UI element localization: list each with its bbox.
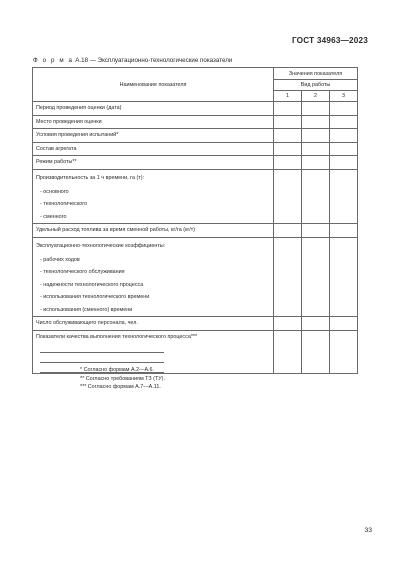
table-header-row: [33, 68, 358, 80]
footnote: * Согласно формам А.2—А.6.: [80, 367, 155, 373]
form-caption: [33, 57, 232, 64]
value-cell[interactable]: [302, 304, 330, 317]
value-cell[interactable]: [302, 156, 330, 170]
row-label: Производительность за 1 ч времени, га (т):: [33, 169, 274, 186]
footnotes: [80, 366, 165, 392]
row-label: Период проведения оценки (дата): [33, 102, 274, 116]
value-cell[interactable]: [302, 224, 330, 238]
value-cell[interactable]: [274, 115, 302, 129]
row-label: Условия проведения испытаний*: [33, 129, 274, 143]
row-label: Число обслуживающего персонала, чел.: [33, 317, 274, 331]
row-label: - технологического: [33, 198, 274, 211]
value-cell[interactable]: [274, 224, 302, 238]
value-cell[interactable]: [330, 169, 358, 186]
row-label: - сменного: [33, 211, 274, 224]
blank-line: [40, 353, 164, 363]
value-cell[interactable]: [274, 169, 302, 186]
table-row: [33, 254, 358, 267]
table-row: [33, 142, 358, 156]
value-cell[interactable]: [330, 211, 358, 224]
value-cell[interactable]: [274, 102, 302, 116]
row-label: - технологического обслуживания: [33, 266, 274, 279]
value-cell[interactable]: [302, 115, 330, 129]
blank-entry-cell[interactable]: [33, 353, 274, 363]
table-row: [33, 211, 358, 224]
value-cell[interactable]: [302, 343, 330, 353]
column-number-3: 3: [330, 91, 358, 102]
form-caption-title: А.18 — Эксплуатационно-технологические показатели: [75, 57, 233, 64]
value-cell[interactable]: [274, 363, 302, 374]
value-cell[interactable]: [330, 156, 358, 170]
value-cell[interactable]: [330, 237, 358, 254]
value-cell[interactable]: [302, 198, 330, 211]
value-cell[interactable]: [330, 317, 358, 331]
value-cell[interactable]: [274, 266, 302, 279]
row-label: - рабочих ходов: [33, 254, 274, 267]
value-cell[interactable]: [274, 254, 302, 267]
value-cell[interactable]: [302, 254, 330, 267]
table-row: [33, 156, 358, 170]
table-row: [33, 237, 358, 254]
value-cell[interactable]: [330, 279, 358, 292]
value-cell[interactable]: [302, 237, 330, 254]
table-row: [33, 317, 358, 331]
column-header-work-type: Вид работы: [274, 80, 358, 91]
value-cell[interactable]: [274, 353, 302, 363]
value-cell[interactable]: [274, 198, 302, 211]
value-cell[interactable]: [302, 266, 330, 279]
value-cell[interactable]: [330, 330, 358, 343]
value-cell[interactable]: [302, 363, 330, 374]
column-number-2: 2: [302, 91, 330, 102]
value-cell[interactable]: [274, 343, 302, 353]
value-cell[interactable]: [302, 102, 330, 116]
footnote: ** Согласно требованиям ТЗ (ТУ).: [80, 375, 165, 382]
value-cell[interactable]: [302, 129, 330, 143]
indicators-table: [32, 67, 358, 374]
value-cell[interactable]: [302, 142, 330, 156]
value-cell[interactable]: [302, 353, 330, 363]
value-cell[interactable]: [330, 254, 358, 267]
row-label: Состав агрегата: [33, 142, 274, 156]
form-caption-prefix: Ф о р м а: [33, 57, 74, 64]
column-header-values: Значения показателя: [274, 68, 358, 80]
value-cell[interactable]: [330, 224, 358, 238]
table-row: [33, 266, 358, 279]
value-cell[interactable]: [330, 142, 358, 156]
value-cell[interactable]: [274, 186, 302, 199]
blank-entry-cell[interactable]: [33, 343, 274, 353]
value-cell[interactable]: [330, 102, 358, 116]
blank-line: [40, 343, 164, 353]
row-label: - основного: [33, 186, 274, 199]
value-cell[interactable]: [302, 169, 330, 186]
table-row: [33, 353, 358, 363]
value-cell[interactable]: [274, 304, 302, 317]
table-row: [33, 198, 358, 211]
value-cell[interactable]: [330, 115, 358, 129]
row-label: Удельный расход топлива за время сменной работы, кг/га (кг/т): [33, 224, 274, 238]
table-row: [33, 102, 358, 116]
column-header-indicator-name: Наименование показателя: [33, 68, 274, 102]
table-row: [33, 279, 358, 292]
value-cell[interactable]: [330, 343, 358, 353]
table-row: [33, 186, 358, 199]
row-label: Показатели качества выполнения технологического процесса***: [33, 330, 274, 343]
value-cell[interactable]: [274, 129, 302, 143]
value-cell[interactable]: [330, 266, 358, 279]
value-cell[interactable]: [330, 198, 358, 211]
table-row: [33, 115, 358, 129]
value-cell[interactable]: [330, 363, 358, 374]
table-row: [33, 291, 358, 304]
value-cell[interactable]: [302, 211, 330, 224]
value-cell[interactable]: [274, 317, 302, 331]
value-cell[interactable]: [274, 156, 302, 170]
table-row: [33, 343, 358, 353]
value-cell[interactable]: [330, 353, 358, 363]
row-label: - использования технологического времени: [33, 291, 274, 304]
value-cell[interactable]: [302, 186, 330, 199]
document-code: ГОСТ 34963—2023: [291, 36, 368, 45]
row-label: - надежности технологического процесса: [33, 279, 274, 292]
table-row: [33, 224, 358, 238]
value-cell[interactable]: [330, 291, 358, 304]
table-row: [33, 304, 358, 317]
value-cell[interactable]: [302, 279, 330, 292]
table-row: [33, 129, 358, 143]
value-cell[interactable]: [274, 291, 302, 304]
value-cell[interactable]: [274, 237, 302, 254]
value-cell[interactable]: [330, 304, 358, 317]
row-label: Место проведения оценки: [33, 115, 274, 129]
value-cell[interactable]: [330, 129, 358, 143]
column-number-1: 1: [274, 91, 302, 102]
value-cell[interactable]: [274, 330, 302, 343]
value-cell[interactable]: [274, 279, 302, 292]
row-label: Режим работы**: [33, 156, 274, 170]
value-cell[interactable]: [302, 317, 330, 331]
footnote: *** Согласно формам А.7—А.11.: [80, 384, 161, 391]
value-cell[interactable]: [274, 211, 302, 224]
value-cell[interactable]: [330, 186, 358, 199]
page-number: 33: [364, 527, 372, 534]
row-label: Эксплуатационно-технологические коэффициенты:: [33, 237, 274, 254]
table-row: [33, 330, 358, 343]
value-cell[interactable]: [302, 330, 330, 343]
value-cell[interactable]: [274, 142, 302, 156]
table-row: [33, 169, 358, 186]
value-cell[interactable]: [302, 291, 330, 304]
row-label: - использования (сменного) времени: [33, 304, 274, 317]
